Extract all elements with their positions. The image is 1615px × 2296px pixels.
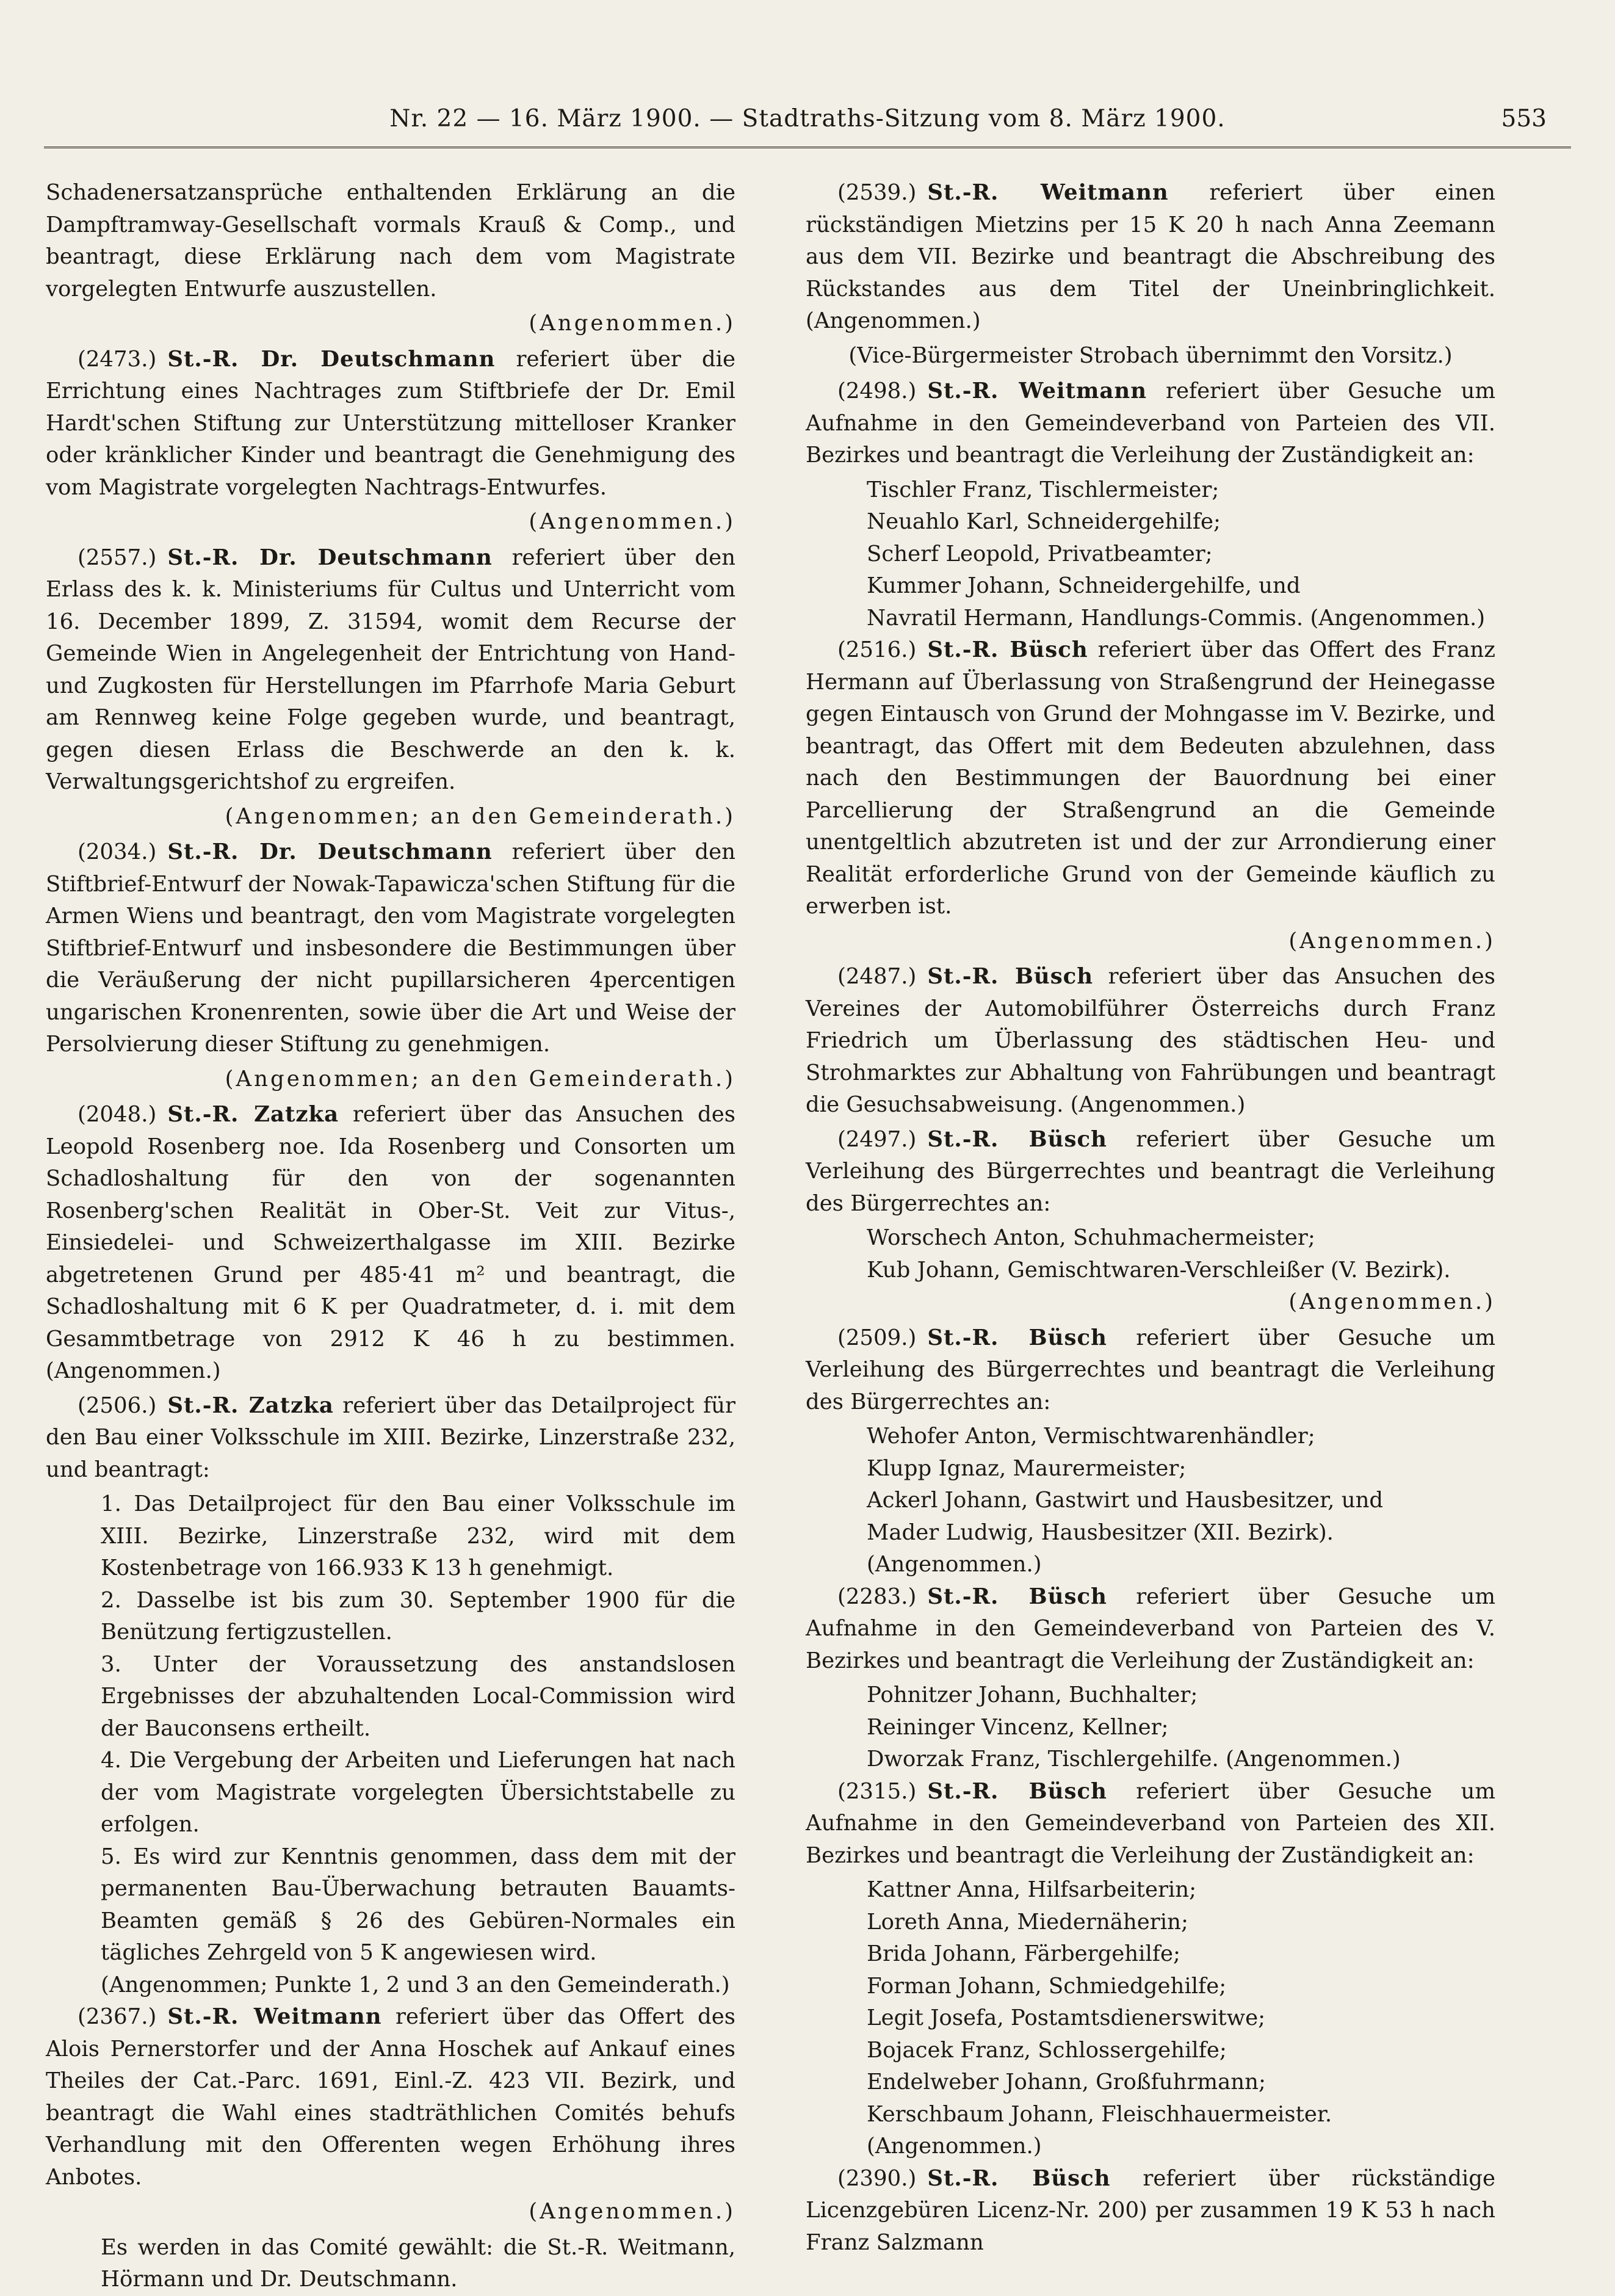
numbered-point: 2. Dasselbe ist bis zum 30. September 1900 für die Benützung fertigzustellen. [101,1587,735,1645]
entry-number: (2539.) [837,180,917,205]
resolution-result: (Angenommen.) [529,2199,735,2224]
entry-number: (2367.) [78,2004,157,2029]
numbered-point: 1. Das Detailproject für den Bau einer Volksschule im XIII. Bezirke, Linzerstraße 232, wird mit dem Kostenbetrage von 166.933 K 13 h genehmigt. [101,1491,735,1581]
protocol-entry [46,1099,735,1388]
entry-speaker: St.-R. Büsch [927,1325,1107,1350]
right-column [806,177,1495,2261]
entry-text: referiert über Gesuche um Verleihung des Bürgerrechtes und beantragt die Verleihung des Bürgerrechtes an: [806,1325,1496,1414]
entry-number: (2487.) [837,964,917,989]
entry-number: (2509.) [837,1325,917,1350]
entry-speaker: St.-R. Weitmann [927,180,1169,205]
protocol-entry [806,961,1495,1121]
numbered-point: Es werden in das Comité gewählt: die St.-R. Weitmann, Hörmann und Dr. Deutschmann. [101,2234,735,2292]
resolution-result: (Angenommen; an den Gemeinderath.) [225,1066,735,1092]
page-header [44,92,1571,148]
entry-text: referiert über das Offert des Franz Hermann auf Überlassung von Straßengrund der Heinegasse gegen Eintausch von Grund der Mohngasse im V. Bezirke, und beantragt, das Offert mit dem Bedeuten abzulehnen, dass nach den Bestimmungen der Bauordnung bei einer Parcellierung der Straßengrund an die Gemeinde unentgeltlich abzutreten ist und der zur Arrondierung einer Realität erforderliche Grund von der Gemeinde käuflich zu erwerben ist. [806,637,1495,919]
protocol-entry [46,344,735,504]
list-item: Kub Johann, Gemischtwaren-Verschleißer (V. Bezirk). [867,1257,1451,1283]
entry-number: (2557.) [78,545,157,570]
resolution-result: (Angenommen.) [1288,928,1495,954]
entry-number: (2048.) [78,1102,157,1127]
resolution-result: (Angenommen; an den Gemeinderath.) [225,803,735,829]
list-item: Worschech Anton, Schuhmachermeister; [867,1225,1315,1250]
list-item: Navratil Hermann, Handlungs-Commis. (Angenommen.) [867,605,1486,631]
entry-number: (2315.) [837,1778,917,1804]
entry-number: (2498.) [837,378,917,404]
entry-text: referiert über die Errichtung eines Nachtrages zum Stiftbriefe der Dr. Emil Hardt'schen Stiftung zur Unterstützung mittelloser Kranker oder kränklicher Kinder und beantragt die Genehmigung des vom Magistrate vorgelegten Nachtrags-Entwurfes. [46,346,735,500]
entry-text: referiert über das Detailproject für den Bau einer Volksschule im XIII. Bezirke, Linzerstraße 232, und beantragt: [46,1392,736,1482]
numbered-point: 4. Die Vergebung der Arbeiten und Lieferungen hat nach der vom Magistrate vorgelegten Übersichtstabelle zu erfolgen. [101,1748,735,1837]
list-item: Brida Johann, Färbergehilfe; [867,1941,1180,1966]
entry-number: (2506.) [78,1392,157,1418]
list-item: Mader Ludwig, Hausbesitzer (XII. Bezirk). (Angenommen.) [867,1519,1334,1577]
chair-note: (Vice-Bürgermeister Strobach übernimmt den Vorsitz.) [848,342,1453,368]
entry-text: referiert über Gesuche um Aufnahme in den Gemeindeverband von Parteien des VII. Bezirkes und beantragt die Verleihung der Zuständigkeit an: [806,378,1495,468]
entry-number: (2516.) [837,637,917,662]
entry-text: referiert über den Erlass des k. k. Ministeriums für Cultus und Unterricht vom 16. December 1899, Z. 31594, womit dem Recurse der Gemeinde Wien in Angelegenheit der Entrichtung von Hand- und Zugkosten für Herstellungen im Pfarrhofe Maria Geburt am Rennweg keine Folge gegeben wurde, und beantragt, gegen diesen Erlass die Beschwerde an den k. k. Verwaltungsgerichtshof zu ergreifen. [46,545,735,794]
numbered-point: (Angenommen; Punkte 1, 2 und 3 an den Gemeinderath.) [101,1972,730,1997]
entry-text: referiert über Gesuche um Aufnahme in den Gemeindeverband von Parteien des XII. Bezirkes und beantragt die Verleihung der Zuständigkeit an: [806,1778,1496,1868]
list-item: Tischler Franz, Tischlermeister; [867,477,1219,502]
protocol-entry [46,2001,735,2193]
resolution-result: (Angenommen.) [529,509,735,534]
list-item: Kattner Anna, Hilfsarbeiterin; [867,1877,1197,1902]
list-item: Reininger Vincenz, Kellner; [867,1714,1169,1740]
numbered-point: 5. Es wird zur Kenntnis genommen, dass dem mit der permanenten Bau-Überwachung betrauten Bauamts-Beamten gemäß § 26 des Gebüren-Normales ein tägliches Zehrgeld von 5 K angewiesen wird. [101,1844,735,1965]
list-item: Endelweber Johann, Großfuhrmann; [867,2070,1266,2095]
entry-speaker: St.-R. Büsch [927,1778,1107,1804]
list-item: Pohnitzer Johann, Buchhalter; [867,1682,1198,1708]
list-item: Neuahlo Karl, Schneidergehilfe; [867,509,1221,534]
entry-speaker: St.-R. Büsch [927,2165,1111,2191]
list-item: Legit Josefa, Postamtsdienerswitwe; [867,2005,1266,2030]
entry-text: referiert über rückständige Licenzgebüren Licenz-Nr. 200) per zusammen 19 K 53 h nach Franz Salzmann [806,2165,1496,2255]
entry-speaker: St.-R. Zatzka [167,1102,339,1127]
entry-text: referiert über das Offert des Alois Pernerstorfer und der Anna Hoschek auf Ankauf eines Theiles der Cat.-Parc. 1691, Einl.-Z. 423 VII. Bezirk, und beantragt die Wahl eines stadträthlichen Comités behufs Verhandlung mit den Offerenten wegen Erhöhung ihres Anbotes. [46,2004,735,2190]
running-head: Nr. 22 — 16. März 1900. — Stadtraths-Sitzung vom 8. März 1900. [389,105,1226,132]
protocol-entry [806,1322,1495,1419]
entry-speaker: St.-R. Dr. Deutschmann [167,839,493,864]
list-item: Wehofer Anton, Vermischtwarenhändler; [867,1424,1315,1449]
protocol-entry [806,375,1495,472]
list-item: Kerschbaum Johann, Fleischhauermeister. (Angenommen.) [867,2101,1332,2159]
page-number: 553 [1501,105,1547,132]
protocol-entry [46,836,735,1061]
resolution-result: (Angenommen.) [1288,1289,1495,1314]
protocol-entry [806,177,1495,338]
entry-speaker: St.-R. Büsch [927,1584,1107,1609]
entry-speaker: St.-R. Büsch [927,637,1088,662]
entry-number: (2473.) [78,346,157,372]
list-item: Forman Johann, Schmiedgehilfe; [867,1973,1227,1999]
numbered-point: 3. Unter der Voraussetzung des anstandslosen Ergebnisses der abzuhaltenden Local-Commission wird der Bauconsens ertheilt. [101,1651,735,1741]
entry-text: referiert über das Ansuchen des Vereines der Automobilführer Österreichs durch Franz Friedrich um Überlassung des städtischen Heu- und Strohmarktes zur Abhaltung von Fahrübungen und beantragt die Gesuchsabweisung. (Angenommen.) [806,964,1495,1117]
list-item: Bojacek Franz, Schlossergehilfe; [867,2037,1227,2063]
entry-speaker: St.-R. Weitmann [167,2004,382,2029]
left-column [46,177,735,2296]
entry-speaker: St.-R. Dr. Deutschmann [167,346,496,372]
entry-number: (2390.) [837,2165,917,2191]
list-item: Loreth Anna, Miedernäherin; [867,1909,1188,1935]
continuation-text: Schadenersatzansprüche enthaltenden Erklärung an die Dampftramway-Gesellschaft vormals Krauß & Comp., und beantragt, diese Erklärung nach dem vom Magistrate vorgelegten Entwurfe auszustellen. [46,180,735,302]
list-item: Dworzak Franz, Tischlergehilfe. (Angenommen.) [867,1747,1401,1772]
entry-speaker: St.-R. Dr. Deutschmann [167,545,493,570]
protocol-entry [46,542,735,799]
resolution-result: (Angenommen.) [529,311,735,336]
entry-speaker: St.-R. Büsch [927,964,1094,989]
entry-speaker: St.-R. Zatzka [167,1392,334,1418]
protocol-entry [806,1581,1495,1678]
entry-speaker: St.-R. Weitmann [927,378,1147,404]
header-rule [44,147,1571,152]
protocol-entry [806,2163,1495,2259]
entry-number: (2034.) [78,839,157,864]
entry-speaker: St.-R. Büsch [927,1126,1107,1152]
list-item: Klupp Ignaz, Maurermeister; [867,1455,1187,1481]
list-item: Ackerl Johann, Gastwirt und Hausbesitzer, und [867,1488,1384,1513]
list-item: Kummer Johann, Schneidergehilfe, und [867,573,1301,598]
entry-number: (2283.) [837,1584,917,1609]
entry-text: referiert über das Ansuchen des Leopold Rosenberg noe. Ida Rosenberg und Consorten um Schadloshaltung für den von der sogenannten Rosenberg'schen Realität in Ober-St. Veit zur Vitus-, Einsiedelei- und Schweizerthalgasse im XIII. Bezirke abgetretenen Grund per 485·41 m² und beantragt, die Schadloshaltung mit 6 K per Quadratmeter, d. i. mit dem Gesammtbetrage von 2912 K 46 h zu bestimmen. (Angenommen.) [46,1102,736,1383]
entry-text: referiert über Gesuche um Verleihung des Bürgerrechtes und beantragt die Verleihung des Bürgerrechtes an: [806,1126,1496,1216]
entry-text: referiert über Gesuche um Aufnahme in den Gemeindeverband von Parteien des V. Bezirkes und beantragt die Verleihung der Zuständigkeit an: [806,1584,1496,1673]
protocol-entry [46,1390,735,1487]
list-item: Scherf Leopold, Privatbeamter; [867,541,1213,567]
protocol-entry [806,1776,1495,1872]
entry-number: (2497.) [837,1126,917,1152]
entry-text: referiert über einen rückständigen Mietzins per 15 K 20 h nach Anna Zeemann aus dem VII. Bezirke und beantragt die Abschreibung des Rückstandes aus dem Titel der Uneinbringlichkeit. (Angenommen.) [806,180,1495,333]
protocol-entry [806,634,1495,923]
entry-text: referiert über den Stiftbrief-Entwurf der Nowak-Tapawicza'schen Stiftung für die Armen Wiens und beantragt, den vom Magistrate vorgelegten Stiftbrief-Entwurf und insbesondere die Bestimmungen über die Veräußerung der nicht pupillarsicheren 4percentigen ungarischen Kronenrenten, sowie über die Art und Weise der Persolvierung dieser Stiftung zu genehmigen. [46,839,735,1057]
protocol-entry [806,1124,1495,1220]
